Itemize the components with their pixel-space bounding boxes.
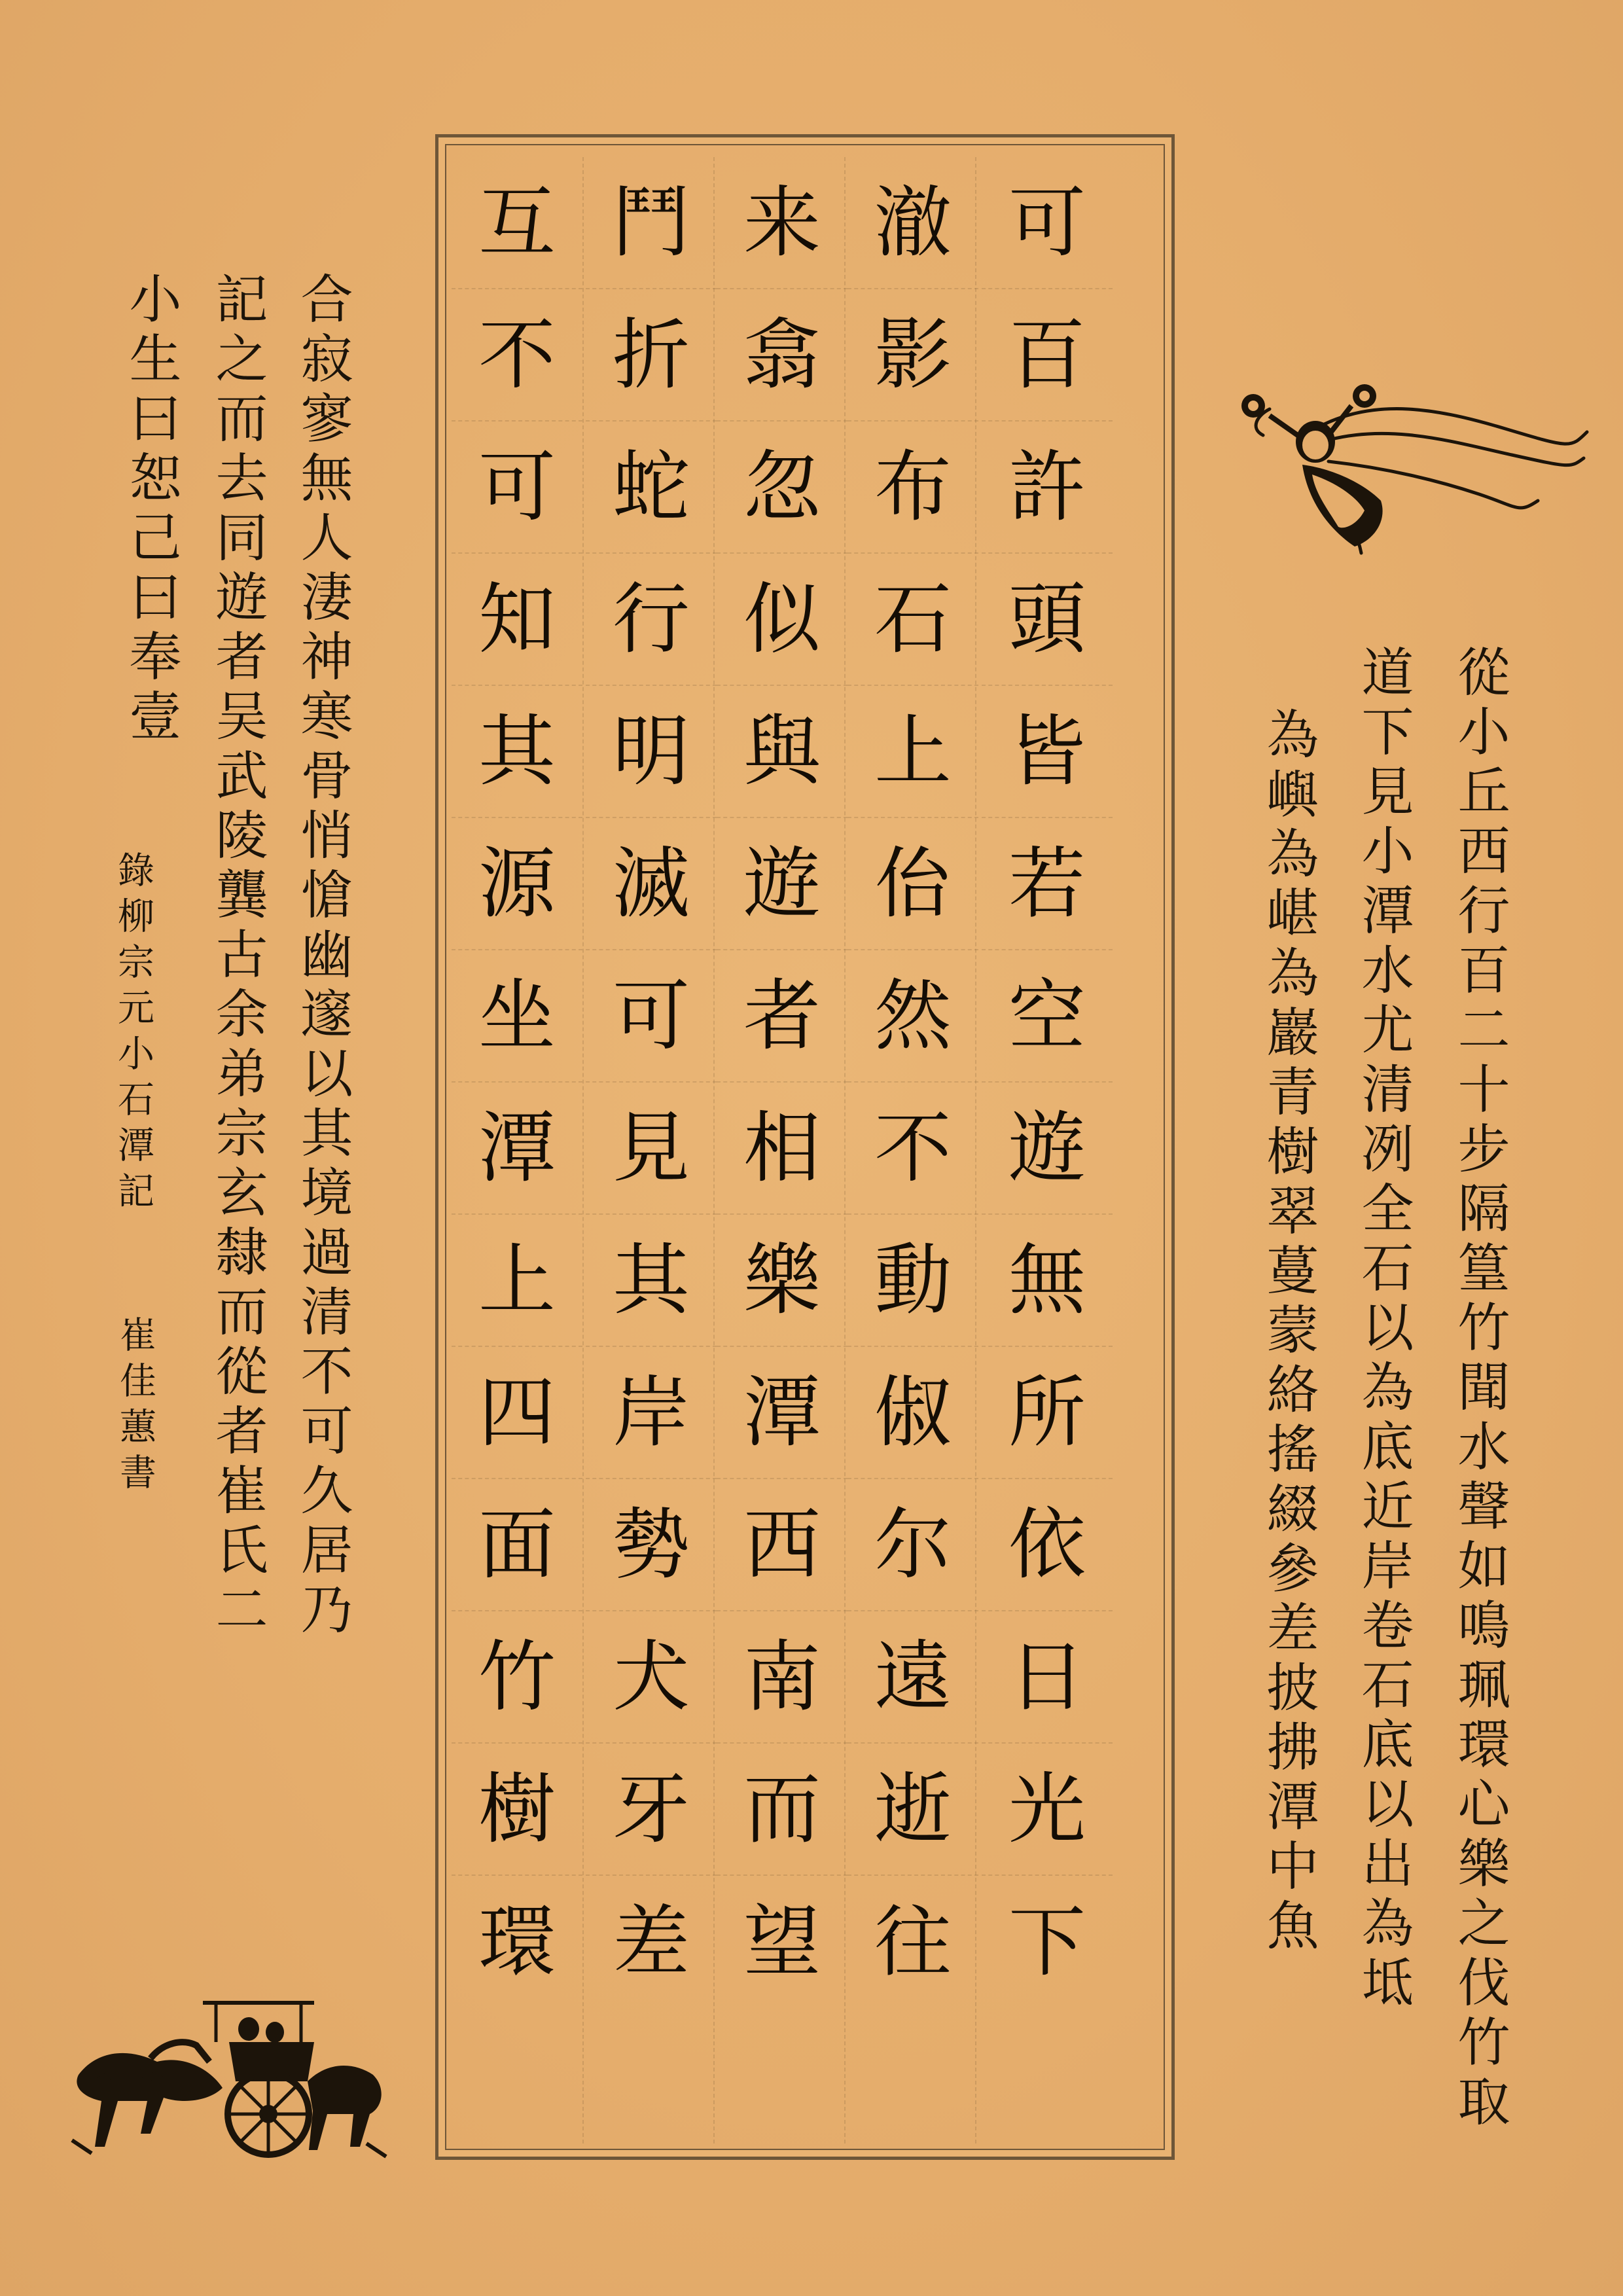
grid-column-3 bbox=[717, 157, 847, 2144]
grid-character: 遊 bbox=[982, 1083, 1113, 1215]
flying-apsara-icon bbox=[1230, 370, 1597, 579]
grid-column-4 bbox=[586, 157, 717, 2144]
grid-character: 蛇 bbox=[586, 422, 717, 554]
grid-character: 面 bbox=[452, 1479, 582, 1611]
grid-character: 樂 bbox=[717, 1215, 847, 1347]
grid-character: 若 bbox=[982, 818, 1113, 950]
grid-character: 行 bbox=[586, 554, 717, 686]
grid-character: 環 bbox=[478, 1897, 556, 1987]
grid-character: 與 bbox=[717, 686, 847, 818]
grid-character: 望 bbox=[743, 1897, 821, 1987]
grid-character: 下 bbox=[1008, 1897, 1086, 1987]
grid-character: 可 bbox=[982, 157, 1113, 289]
grid-character: 忽 bbox=[717, 422, 847, 554]
signature-name: 崔佳蕙書 bbox=[114, 1316, 156, 1499]
grid-character: 百 bbox=[982, 289, 1113, 422]
grid-character: 竹 bbox=[452, 1611, 582, 1744]
grid-character: 鬥 bbox=[586, 157, 717, 289]
grid-character: 樹 bbox=[452, 1744, 582, 1876]
grid-character: 南 bbox=[717, 1611, 847, 1744]
grid-character: 知 bbox=[452, 554, 582, 686]
grid-character: 石 bbox=[847, 554, 978, 686]
text-column-2: 道下見小潭水尤清冽全石以為底近岸卷石底以出為坻 bbox=[1353, 645, 1414, 2015]
grid-character: 似 bbox=[717, 554, 847, 686]
grid-character: 遠 bbox=[847, 1611, 978, 1744]
grid-character: 佁 bbox=[847, 818, 978, 950]
grid-character: 不 bbox=[847, 1083, 978, 1215]
grid-column-2 bbox=[847, 157, 978, 2144]
grid-character: 澈 bbox=[847, 157, 978, 289]
grid-character: 可 bbox=[586, 950, 717, 1083]
grid-column-5 bbox=[452, 157, 582, 2144]
grid-character: 動 bbox=[847, 1215, 978, 1347]
grid-character: 潭 bbox=[717, 1347, 847, 1479]
grid-character: 然 bbox=[847, 950, 978, 1083]
grid-character: 相 bbox=[717, 1083, 847, 1215]
grid-character: 者 bbox=[717, 950, 847, 1083]
grid-character: 上 bbox=[452, 1215, 582, 1347]
grid-character: 光 bbox=[982, 1744, 1113, 1876]
grid-character: 不 bbox=[452, 289, 582, 422]
grid-character: 滅 bbox=[586, 818, 717, 950]
grid-character: 其 bbox=[586, 1215, 717, 1347]
grid-character: 俶 bbox=[847, 1347, 978, 1479]
grid-character: 布 bbox=[847, 422, 978, 554]
grid-frame bbox=[435, 134, 1175, 2160]
grid-character: 翕 bbox=[717, 289, 847, 422]
grid-character: 見 bbox=[586, 1083, 717, 1215]
grid-character: 勢 bbox=[586, 1479, 717, 1611]
grid-character: 折 bbox=[586, 289, 717, 422]
text-column-6: 小生曰恕己曰奉壹 bbox=[120, 272, 181, 748]
horse-chariot-icon bbox=[52, 1983, 393, 2179]
grid-character: 皆 bbox=[982, 686, 1113, 818]
grid-character: 許 bbox=[982, 422, 1113, 554]
grid-character: 来 bbox=[717, 157, 847, 289]
text-column-3: 為嶼為嵁為巖青樹翠蔓蒙絡搖綴參差披拂潭中魚 bbox=[1258, 707, 1319, 1958]
grid-character: 可 bbox=[452, 422, 582, 554]
grid-character: 其 bbox=[452, 686, 582, 818]
grid-character: 遊 bbox=[717, 818, 847, 950]
grid-divider bbox=[582, 157, 584, 2144]
signature-title: 錄柳宗元小石潭記 bbox=[112, 851, 154, 1217]
grid-character: 所 bbox=[982, 1347, 1113, 1479]
grid-character: 犬 bbox=[586, 1611, 717, 1744]
grid-character: 上 bbox=[847, 686, 978, 818]
text-column-5: 記之而去同遊者吴武陵龔古余弟宗玄隸而從者崔氏二 bbox=[207, 272, 268, 1641]
grid-character: 空 bbox=[982, 950, 1113, 1083]
grid-character: 源 bbox=[452, 818, 582, 950]
grid-character: 逝 bbox=[847, 1744, 978, 1876]
grid-character: 頭 bbox=[982, 554, 1113, 686]
grid-character: 明 bbox=[586, 686, 717, 818]
grid-character: 而 bbox=[717, 1744, 847, 1876]
grid-character: 日 bbox=[982, 1611, 1113, 1744]
grid-character: 無 bbox=[982, 1215, 1113, 1347]
grid-character: 互 bbox=[452, 157, 582, 289]
grid-character: 差 bbox=[612, 1897, 690, 1987]
grid-character: 岸 bbox=[586, 1347, 717, 1479]
grid-column-1 bbox=[982, 157, 1113, 2144]
text-column-1: 從小丘西行百二十步隔篁竹聞水聲如鳴珮環心樂之伐竹取 bbox=[1449, 645, 1510, 2134]
grid-character: 影 bbox=[847, 289, 978, 422]
grid-character: 依 bbox=[982, 1479, 1113, 1611]
grid-character: 往 bbox=[874, 1897, 952, 1987]
grid-character: 尔 bbox=[847, 1479, 978, 1611]
text-column-4: 合寂寥無人淒神寒骨悄愴幽邃以其境過清不可久居乃 bbox=[292, 272, 353, 1641]
grid-character: 西 bbox=[717, 1479, 847, 1611]
grid-character: 牙 bbox=[586, 1744, 717, 1876]
grid-character: 四 bbox=[452, 1347, 582, 1479]
grid-character: 坐 bbox=[452, 950, 582, 1083]
grid-character: 潭 bbox=[452, 1083, 582, 1215]
